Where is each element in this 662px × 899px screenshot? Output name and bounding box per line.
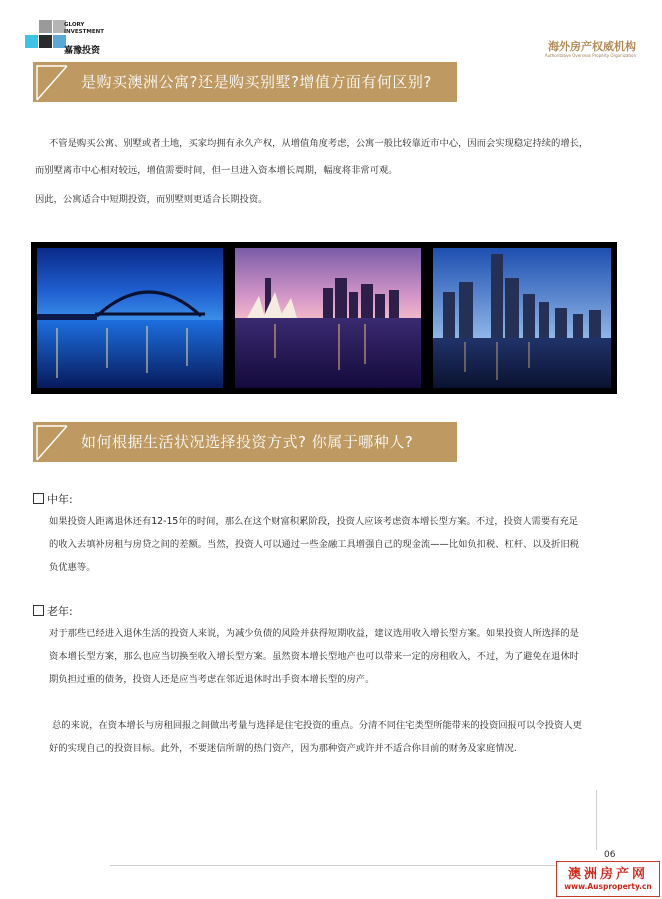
paragraph-line: 对于那些已经进入退休生活的投资人来说，为减少负债的风险并获得短期收益，建议选用收入增长型方案。如果投资人所选择的是 [49,628,579,639]
city-skyline-photo [427,242,617,394]
footer-divider-vertical [596,790,597,850]
stamp-url: www.Ausproperty.cn [564,882,652,891]
website-watermark-stamp [556,861,660,897]
logo-english-text: GLORY INVESTMENT [64,22,104,35]
summary-line: 总的来说，在资本增长与房租回报之间做出考量与选择是住宅投资的重点。分清不同住宅类型所能带来的投资回报可以令投资人更 [52,720,582,731]
paragraph-line: 而别墅离市中心相对较远，增值需要时间，但一旦进入资本增长周期，幅度将非常可观。 [35,165,398,176]
organization-subtitle: Authoritative Overseas Property Organization [544,53,636,58]
footer-divider-horizontal [110,865,596,866]
subheading-old-age: 老年: [33,603,73,619]
diagonal-corner-icon [33,422,71,462]
checkbox-square-icon [33,493,44,504]
section-title: 如何根据生活状况选择投资方式? 你属于哪种人? [81,433,414,451]
paragraph-line: 因此，公寓适合中短期投资，而别墅则更适合长期投资。 [35,194,268,205]
paragraph-line: 期负担过重的债务，投资人还是应当考虑在邻近退休时出手资本增长型的房产。 [49,674,375,685]
stamp-text: 澳洲房产网 [567,867,648,882]
section-title: 是购买澳洲公寓?还是购买别墅?增值方面有何区别? [81,73,432,91]
logo-chinese-text: 嘉豫投资 [64,46,101,56]
paragraph-line: 资本增长型方案，那么也应当切换至收入增长型方案。虽然资本增长型地产也可以带来一定的房租收入，不过，为了避免在退休时 [49,651,579,662]
section-banner-apartment-vs-villa [33,62,457,102]
paragraph-line: 负优惠等。 [49,562,96,573]
harbour-bridge-night-photo [31,242,229,394]
page-number: 06 [604,850,616,860]
paragraph-line: 如果投资人距离退休还有12-15年的时间，那么在这个财富积累阶段，投资人应该考虑资本增长型方案。不过，投资人需要有充足 [49,516,579,527]
organization-title: 海外房产权威机构 [548,40,636,53]
paragraph-line: 不管是购买公寓、别墅或者土地，买家均拥有永久产权，从增值角度考虑，公寓一般比较靠近市中心，因而会实现稳定持续的增长， [49,138,589,149]
section-banner-investment-type [33,422,457,462]
opera-house-dusk-photo [229,242,427,394]
checkbox-square-icon [33,605,44,616]
diagonal-corner-icon [33,62,71,102]
paragraph-line: 的收入去填补房租与房贷之间的差额。当然，投资人可以通过一些金融工具增强自己的现金流——比如负扣税、杠杆、以及折旧税 [49,539,579,550]
subheading-middle-age: 中年: [33,491,73,507]
summary-line: 好的实现自己的投资目标。此外，不要迷信所谓的热门资产，因为那种资产或许并不适合你目前的财务及家庭情况. [49,743,517,754]
